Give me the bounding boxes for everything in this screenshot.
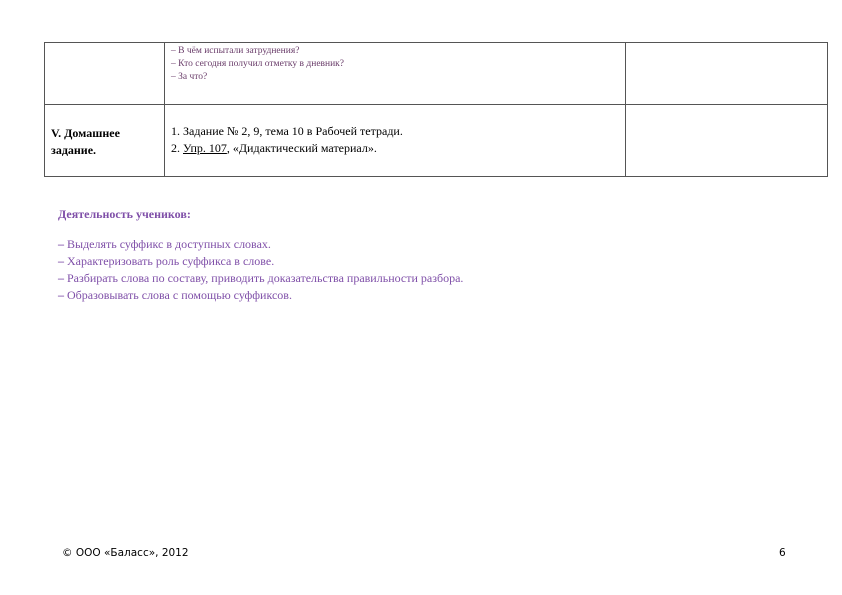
dash-marker: – [58,237,64,251]
list-item [58,236,758,253]
activities-title: Деятельность учеников: [58,207,191,221]
homework-list [165,105,625,157]
homework-item-exercise [171,140,625,157]
list-item [58,253,758,270]
question-reason: – За что? [171,72,208,82]
notes-cell [626,43,828,105]
dash-marker: – [58,288,64,302]
list-item [58,287,758,304]
reflection-questions-list [165,43,625,84]
homework-cell [165,105,626,177]
lesson-plan-table [44,42,828,177]
stage-cell-homework [45,105,165,177]
table-row [45,105,828,177]
stage-title-homework: V. Домашнее задание. [51,126,120,157]
question-grade: – Кто сегодня получил отметку в дневник? [171,59,345,69]
homework-item-suffix: , «Дидактический материал». [226,141,377,155]
page-number: 6 [779,547,786,559]
activity-text: Разбирать слова по составу, приводить доказательства правильности разбора. [67,271,464,285]
student-activities [58,206,758,304]
question-difficulties: – В чём испытали затруднения? [171,46,300,56]
footer-copyright: © ООО «Баласс», 2012 [62,547,189,559]
dash-marker: – [58,271,64,285]
activity-text: Образовывать слова с помощью суффиксов. [67,288,292,302]
table-row [45,43,828,105]
homework-item-workbook: 1. Задание № 2, 9, тема 10 в Рабочей тетради. [171,124,403,138]
stage-cell-empty [45,43,165,105]
activity-text: Характеризовать роль суффикса в слове. [67,254,275,268]
exercise-link[interactable]: Упр. 107 [183,141,227,155]
reflection-questions-cell [165,43,626,105]
activities-list [58,236,758,304]
homework-item-prefix: 2. [171,141,183,155]
dash-marker: – [58,254,64,268]
notes-cell [626,105,828,177]
activity-text: Выделять суффикс в доступных словах. [67,237,271,251]
list-item [58,270,758,287]
